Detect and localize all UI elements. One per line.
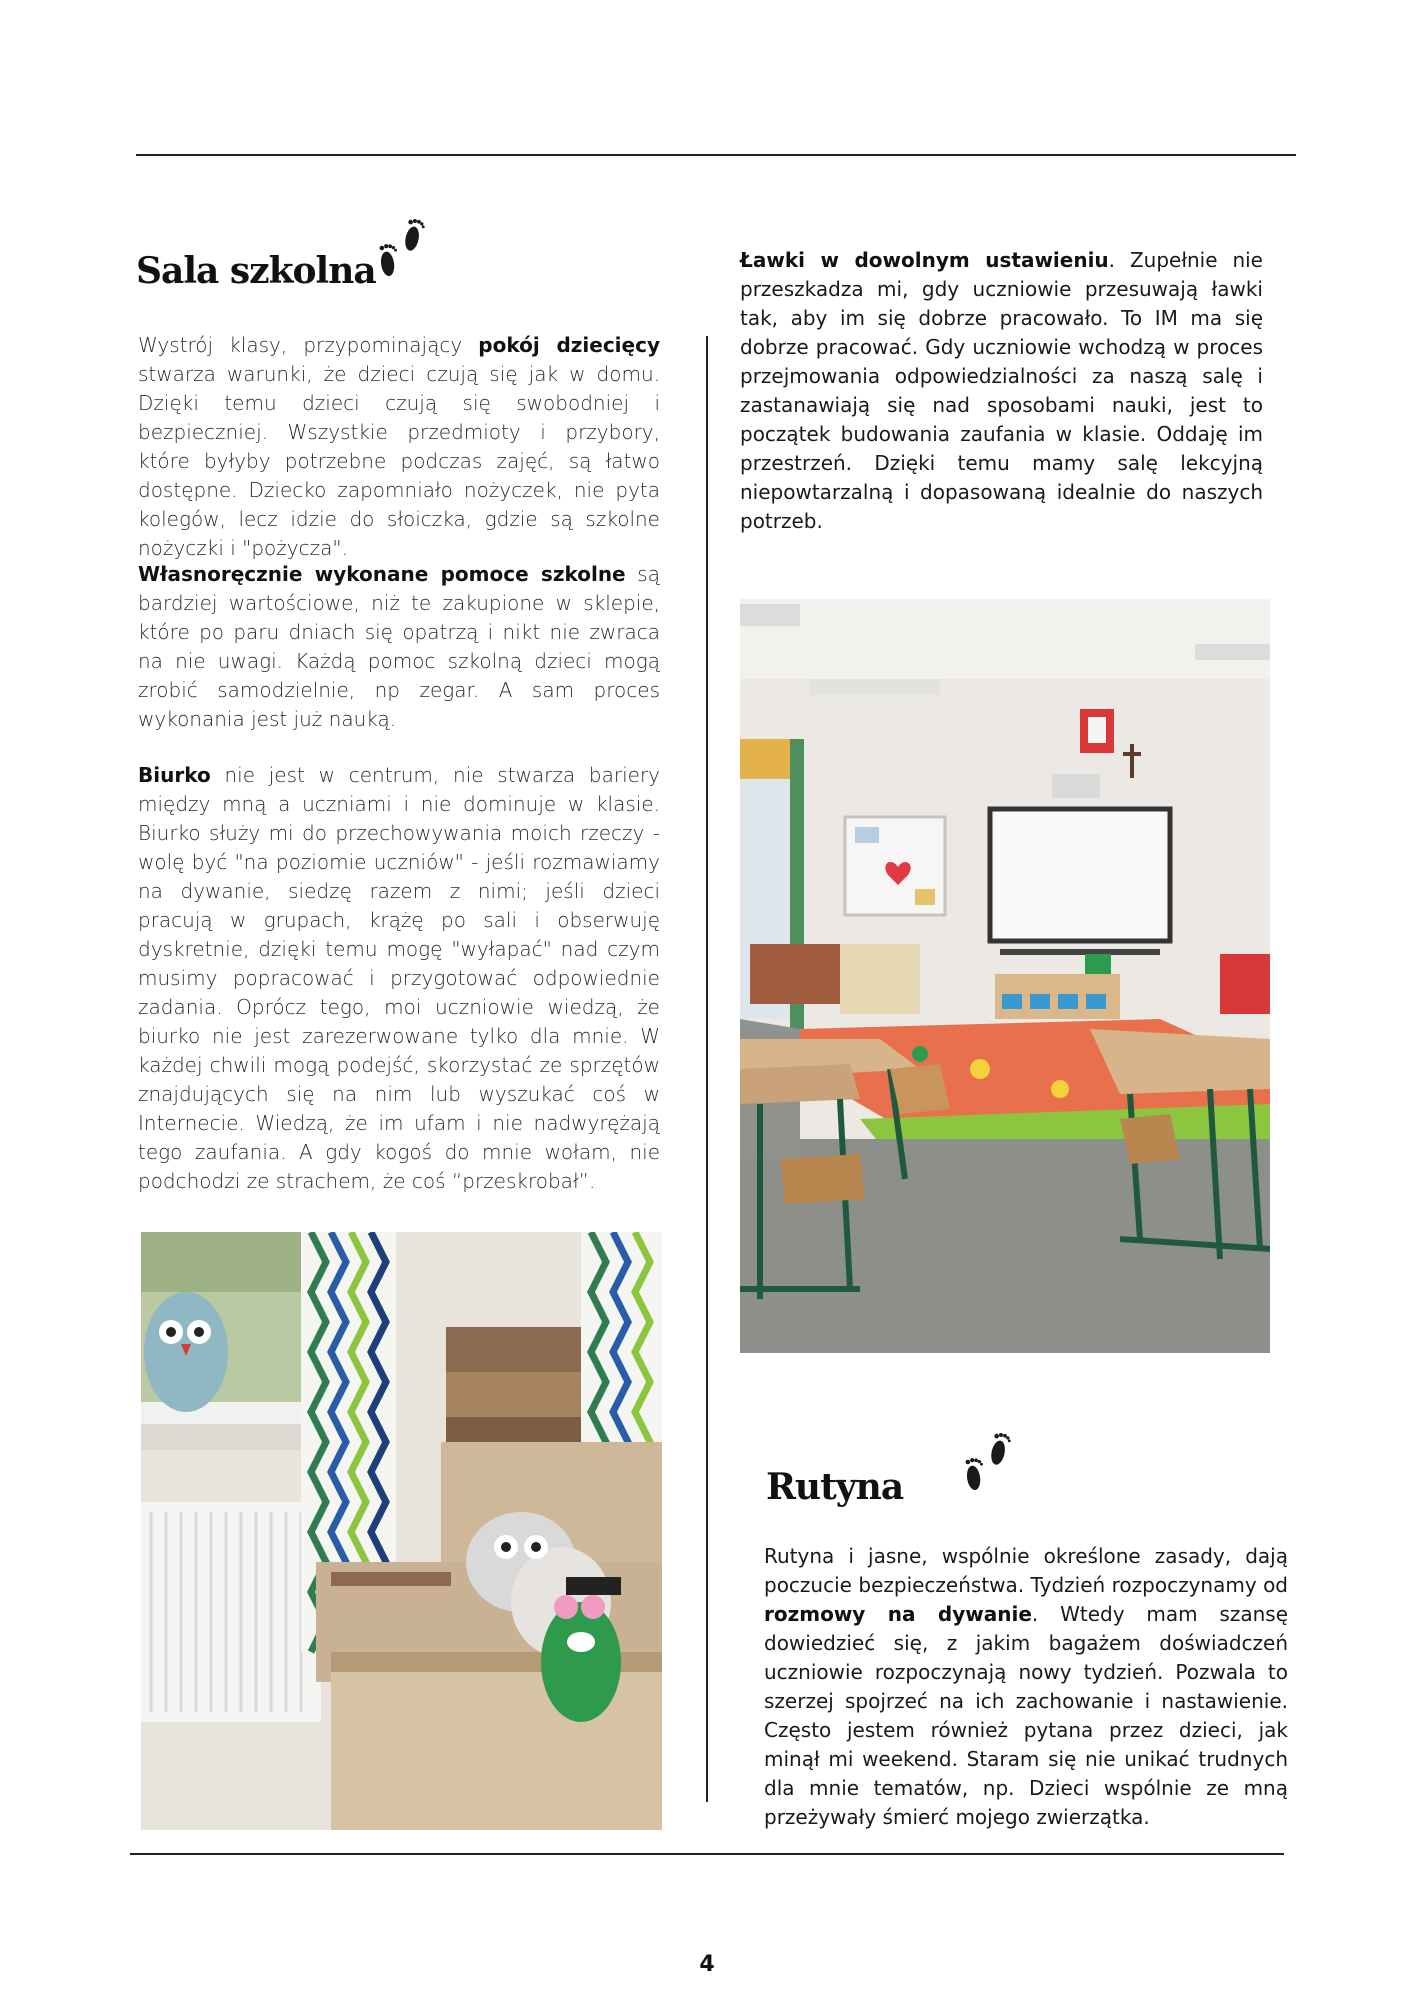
paragraph-rutyna: Rutyna i jasne, wspólnie określone zasady, dają poczucie bezpieczeństwa. Tydzień rozpoczynamy od rozmowy na dywanie. Wtedy mam szansę dowiedzieć się, z jakim bagażem doświadczeń uczniowie rozpoczynają nowy tydzień. Pozwala to szerzej spojrzeć na ich zachowanie i nastawienie. Często jestem również pytana przez dzieci, jak minął mi weekend. Staram się nie unikać trudnych dla mnie tematów, np. Dzieci wspólnie ze mną przeżywały śmierć mojego zwierzątka. (764, 1544, 1288, 1829)
top-rule (136, 154, 1296, 156)
section-title-sala: Sala szkolna (136, 250, 376, 292)
section-title-rutyna: Rutyna (766, 1466, 904, 1508)
page-number: 4 (699, 1952, 715, 1977)
paragraph-pomoce: Własnoręcznie wykonane pomoce szkolne są bardziej wartościowe, niż te zakupione w sklepie, które po paru dniach się opatrzą i nikt nie zwraca na nie uwagi. Każdą pomoc szkolną dzieci mogą zrobić samodzielnie, np zegar. A sam proces wykonania jest już nauką. (138, 562, 660, 731)
paragraph-pokoj: Wystrój klasy, przypominający pokój dziecięcy stwarza warunki, że dzieci czują się jak w domu. Dzięki temu dzieci czują się swobodniej i bezpieczniej. Wszystkie przedmioty i przybory, które byłyby potrzebne podczas zajęć, są łatwo dostępne. Dziecko zapomniało nożyczek, nie pyta kolegów, lecz idzie do słoiczka, gdzie są szkolne nożyczki i "pożycza". (138, 333, 660, 560)
bottom-rule (130, 1853, 1284, 1855)
footprints-icon (366, 200, 438, 296)
paragraph-biurko: Biurko nie jest w centrum, nie stwarza bariery między mną a uczniami i nie dominuje w klasie. Biurko służy mi do przechowywania moich rzeczy - wolę być "na poziomie uczniów" - jeśli rozmawiamy na dywanie, siedzę razem z nimi; jeśli dzieci pracują w grupach, krążę po sali i obserwuję dyskretnie, dzięki temu mogę "wyłapać" nad czym musimy popracować i przygotować odpowiednie zadania. Oprócz tego, moi uczniowie wiedzą, że biurko nie jest zarezerwowane tylko dla mnie. W każdej chwili mogą podejść, skorzystać ze sprzętów znajdujących się na nim lub wyszukać coś w Internecie. Wiedzą, że im ufam i nie nadwyrężają tego zaufania. A gdy kogoś do mnie wołam, nie podchodzi ze strachem, że coś “przeskrobał”. (138, 763, 660, 1193)
footprints-icon (952, 1414, 1024, 1510)
photo-classroom (740, 599, 1270, 1353)
column-divider (706, 336, 708, 1802)
paragraph-lawki: Ławki w dowolnym ustawieniu. Zupełnie nie przeszkadza mi, gdy uczniowie przesuwają ławki tak, aby im się dobrze pracowało. To IM ma się dobrze pracować. Gdy uczniowie wchodzą w proces przejmowania odpowiedzialności za naszą salę i zastanawiają się nad sposobami nauki, jest to początek budowania zaufania w klasie. Oddaję im przestrzeń. Dzięki temu mamy salę lekcyjną niepowtarzalną i dopasowaną idealnie do naszych potrzeb. (740, 248, 1263, 533)
photo-reading-corner (141, 1232, 662, 1830)
